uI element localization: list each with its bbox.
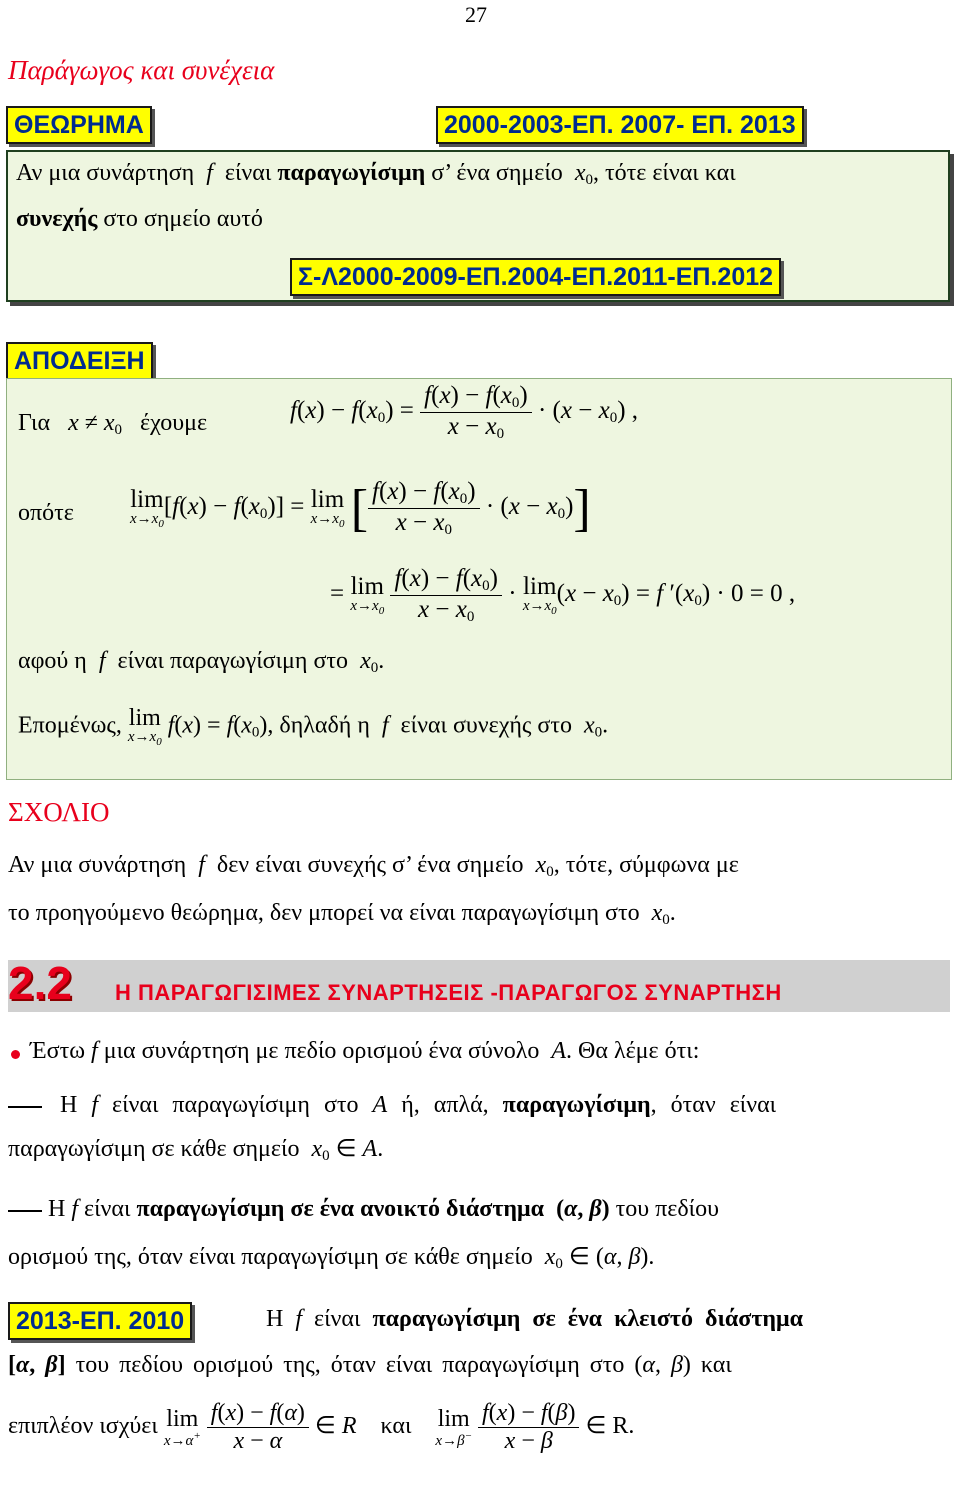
theorem-line-2: συνεχής στο σημείο αυτό <box>16 206 263 232</box>
page-number: 27 <box>465 2 487 27</box>
section-title: Η ΠΑΡΑΓΩΓΙΣΙΜΕΣ ΣΥΝΑΡΤΗΣΕΙΣ -ΠΑΡΑΓΩΓΟΣ ΣΥΝΑΡΤΗΣΗ <box>115 980 782 1005</box>
definition-3-exam-ref: 2013-ΕΠ. 2010 <box>8 1302 192 1340</box>
page-title: Παράγωγος και συνέχεια <box>8 55 275 85</box>
proof-conclusion: Επομένως, lim $x\to x_0$ $f(x) = f(x_0)$, δηλαδή η f είναι συνεχής στο $x_0$. <box>18 705 609 748</box>
definition-1-line-2: παραγωγίσιμη σε κάθε σημείο $x_0$ ∈ Α. <box>8 1136 384 1164</box>
definitions-intro: Έστω f μια συνάρτηση με πεδίο ορισμού ένα σύνολο Α. Θα λέμε ότι: <box>30 1038 700 1064</box>
bullet-icon <box>11 1050 20 1059</box>
proof-eq-1: $f(x) - f(x_0)$ = $\frac{f(x) - f(x_0)}{x - x_0}$ · $(x - x_0)$ , <box>290 382 639 442</box>
theorem-label: ΘΕΩΡΗΜΑ <box>6 106 152 144</box>
dash-icon <box>8 1210 42 1212</box>
theorem-line-1: Αν μια συνάρτηση f είναι παραγωγίσιμη σ’ ένα σημείο $x_0$, τότε είναι και <box>16 160 736 188</box>
proof-opote-text: οπότε <box>18 500 74 526</box>
theorem-exam-refs: 2000-2003-ΕΠ. 2007- ΕΠ. 2013 <box>436 106 804 144</box>
scholio-heading: ΣΧΟΛΙΟ <box>8 797 110 827</box>
definition-3-line-1: Η f είναι παραγωγίσιμη σε ένα κλειστό διάστημα <box>266 1306 804 1332</box>
definition-3-line-2: [α, β] του πεδίου ορισμού της, όταν είναι παραγωγίσιμη στο (α, β) και <box>8 1352 732 1378</box>
proof-eq-2: lim $x\to x_0$ $[f(x) - f(x_0)]$ = lim $x\to x_0$ [ $\frac{f(x) - f(x_0)}{x - x_0}$ · $(x - x_0)$] <box>130 478 591 538</box>
section-number: 2.2 <box>8 957 72 1009</box>
definition-2-line-1: Η f είναι παραγωγίσιμη σε ένα ανοικτό διάστημα (α, β) του πεδίου <box>48 1196 720 1222</box>
scholio-line-1: Αν μια συνάρτηση f δεν είναι συνεχής σ’ ένα σημείο $x_0$, τότε, σύμφωνα με <box>8 852 739 880</box>
proof-eq-3: = lim $x\to x_0$ $\frac{f(x) - f(x_0)}{x - x_0}$ · lim $x\to x_0$ $(x - x_0) = f$ $'(x_0) \cdot 0 = 0$ , <box>330 565 796 625</box>
proof-afou-text: αφού η f είναι παραγωγίσιμη στο $x_0$. <box>18 648 385 676</box>
scholio-line-2: το προηγούμενο θεώρημα, δεν μπορεί να είναι παραγωγίσιμη στο $x_0$. <box>8 900 676 928</box>
dash-icon <box>8 1106 42 1108</box>
proof-gia-text: Για $x \ne x_0$ έχουμε <box>18 410 208 438</box>
proof-label: ΑΠΟΔΕΙΞΗ <box>6 342 153 380</box>
theorem-exam-refs-bottom: Σ-Λ2000-2009-ΕΠ.2004-ΕΠ.2011-ΕΠ.2012 <box>290 258 781 296</box>
definition-3-line-3: επιπλέον ισχύει lim x→α+ $\frac{f(x) - f(\alpha)}{x - \alpha}$ ∈ R και lim x→β− $\frac{f(x) - f(\beta)}{x - \beta}$ ∈ R. <box>8 1400 635 1454</box>
definition-2-line-2: ορισμού της, όταν είναι παραγωγίσιμη σε κάθε σημείο $x_0$ ∈ (α, β). <box>8 1244 655 1272</box>
definition-1-line-1: Η f είναι παραγωγίσιμη στο Α ή, απλά, παραγωγίσιμη, όταν είναι <box>60 1092 777 1118</box>
